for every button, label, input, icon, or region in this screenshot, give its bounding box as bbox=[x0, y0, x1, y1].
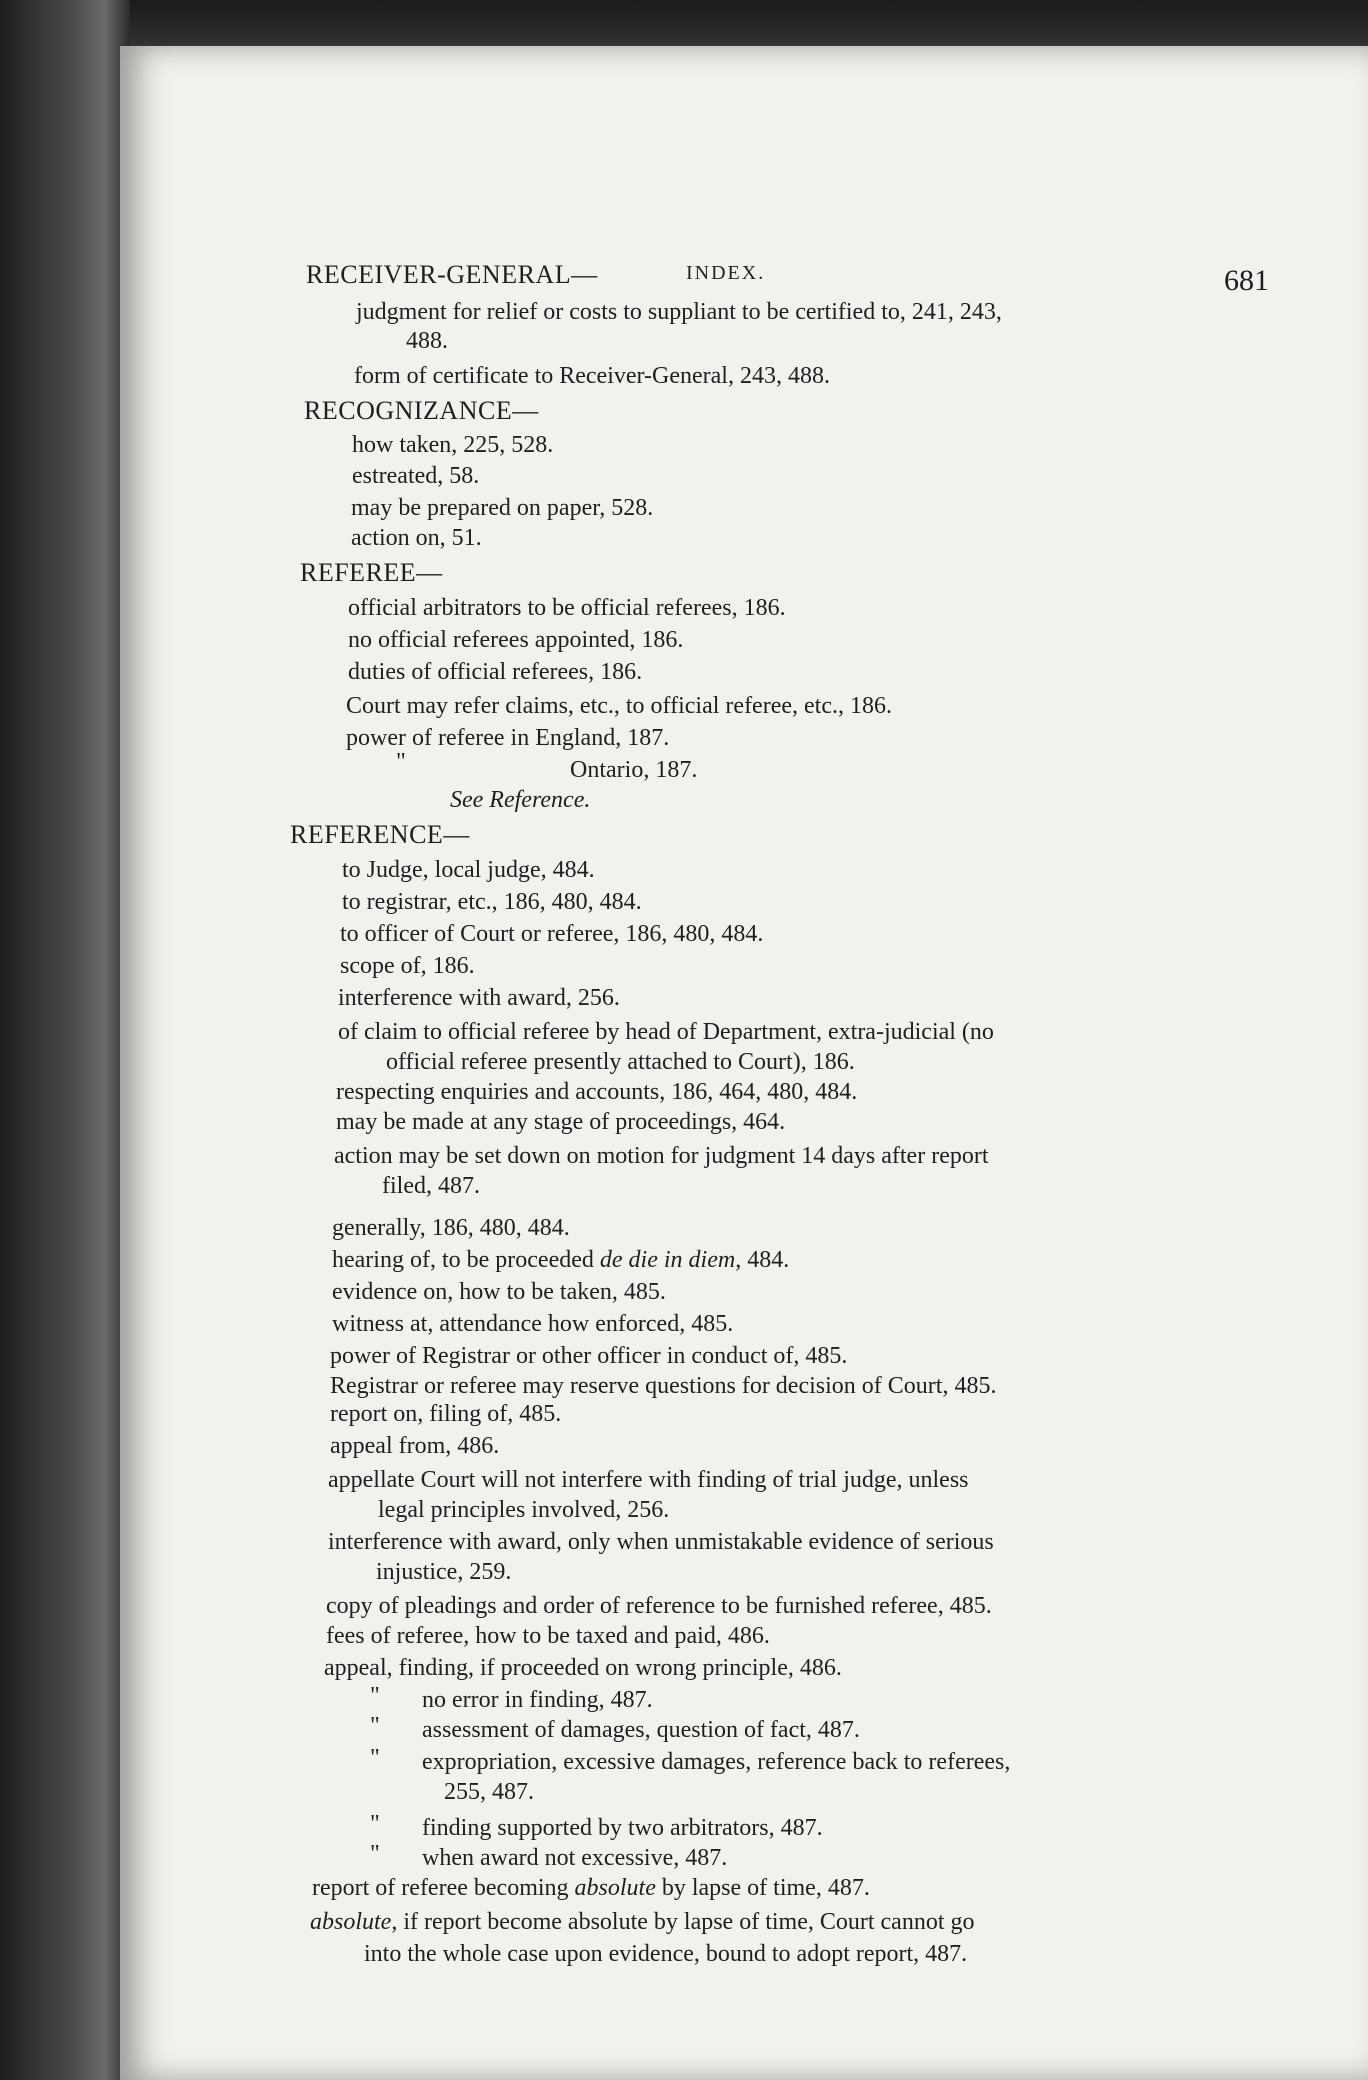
index-entry: fees of referee, how to be taxed and paid, 486. bbox=[326, 1623, 770, 1649]
index-entry-continuation: filed, 487. bbox=[382, 1173, 480, 1199]
index-entry: official arbitrators to be official referees, 186. bbox=[348, 595, 786, 621]
index-entry: when award not excessive, 487. bbox=[422, 1845, 728, 1871]
ditto-mark: " bbox=[370, 1683, 380, 1709]
index-entry: to officer of Court or referee, 186, 480, 484. bbox=[340, 921, 764, 947]
index-entry-continuation: into the whole case upon evidence, bound to adopt report, 487. bbox=[364, 1941, 968, 1967]
entry-italic: absolute bbox=[310, 1909, 392, 1935]
index-entry: power of referee in England, 187. bbox=[346, 725, 670, 751]
section-heading-recognizance: RECOGNIZANCE— bbox=[304, 396, 539, 425]
index-entry: copy of pleadings and order of reference to be furnished referee, 485. bbox=[326, 1593, 992, 1619]
see-reference bbox=[450, 784, 590, 817]
entry-text: report of referee becoming bbox=[312, 1875, 575, 1901]
index-entry: scope of, 186. bbox=[340, 953, 475, 979]
index-entry-continuation: injustice, 259. bbox=[376, 1559, 512, 1585]
entry-text: hearing of, to be proceeded bbox=[332, 1247, 600, 1273]
see-reference-text: See Reference. bbox=[450, 787, 591, 813]
index-entry: no error in finding, 487. bbox=[422, 1687, 653, 1713]
section-heading-receiver-general: RECEIVER-GENERAL— bbox=[306, 260, 598, 289]
ditto-mark: " bbox=[370, 1713, 380, 1739]
index-entry: evidence on, how to be taken, 485. bbox=[332, 1279, 666, 1305]
index-entry: appeal, finding, if proceeded on wrong principle, 486. bbox=[324, 1655, 842, 1681]
index-entry-with-italic bbox=[312, 1872, 870, 1905]
entry-italic: de die in diem bbox=[599, 1247, 736, 1273]
index-entry: interference with award, 256. bbox=[338, 985, 620, 1011]
entry-italic: absolute bbox=[574, 1875, 656, 1901]
index-entry: action on, 51. bbox=[351, 525, 482, 551]
index-entry: to registrar, etc., 186, 480, 484. bbox=[342, 889, 642, 915]
book-spine bbox=[0, 0, 130, 2080]
entry-text: , 484. bbox=[735, 1247, 790, 1273]
index-entry: duties of official referees, 186. bbox=[348, 659, 643, 685]
section-heading-referee: REFEREE— bbox=[300, 558, 443, 587]
index-entry: action may be set down on motion for judgment 14 days after report bbox=[334, 1143, 989, 1169]
index-entry: witness at, attendance how enforced, 485. bbox=[332, 1311, 734, 1337]
index-entry: to Judge, local judge, 484. bbox=[342, 857, 595, 883]
index-entry: may be made at any stage of proceedings, 464. bbox=[336, 1109, 786, 1135]
index-entry: power of Registrar or other officer in conduct of, 485. bbox=[330, 1343, 848, 1369]
index-entry: estreated, 58. bbox=[352, 463, 480, 489]
index-entry: may be prepared on paper, 528. bbox=[351, 495, 654, 521]
index-entry: of claim to official referee by head of Department, extra-judicial (no bbox=[338, 1019, 994, 1045]
index-entry: Court may refer claims, etc., to official referee, etc., 186. bbox=[346, 693, 892, 719]
index-entry: appellate Court will not interfere with finding of trial judge, unless bbox=[328, 1467, 969, 1493]
ditto-mark: " bbox=[370, 1841, 380, 1867]
index-entry-with-italic bbox=[332, 1244, 789, 1277]
index-entry: Ontario, 187. bbox=[570, 757, 698, 783]
index-entry: assessment of damages, question of fact, 487. bbox=[422, 1717, 860, 1743]
index-entry-continuation: official referee presently attached to Court), 186. bbox=[386, 1049, 855, 1075]
index-entry: appeal from, 486. bbox=[330, 1433, 500, 1459]
index-entry: expropriation, excessive damages, reference back to referees, bbox=[422, 1749, 1011, 1775]
index-entry-continuation: 255, 487. bbox=[444, 1779, 534, 1805]
index-entry: respecting enquiries and accounts, 186, 464, 480, 484. bbox=[336, 1079, 858, 1105]
index-page bbox=[120, 46, 1368, 2080]
index-entry: finding supported by two arbitrators, 487. bbox=[422, 1815, 823, 1841]
entry-text: , if report become absolute by lapse of time, Court cannot go bbox=[391, 1909, 975, 1935]
running-head: INDEX. bbox=[686, 262, 766, 284]
ditto-mark: " bbox=[370, 1745, 380, 1771]
index-entry-continuation: legal principles involved, 256. bbox=[378, 1497, 670, 1523]
ditto-mark: " bbox=[396, 749, 406, 775]
index-entry: judgment for relief or costs to suppliant to be certified to, 241, 243, bbox=[356, 299, 1002, 325]
entry-text: by lapse of time, 487. bbox=[655, 1875, 870, 1901]
index-entry-continuation: 488. bbox=[406, 328, 448, 354]
index-entry: interference with award, only when unmistakable evidence of serious bbox=[328, 1529, 994, 1555]
ditto-mark: " bbox=[370, 1811, 380, 1837]
page-number: 681 bbox=[1224, 264, 1269, 297]
index-entry-with-italic bbox=[310, 1906, 975, 1939]
index-entry: report on, filing of, 485. bbox=[330, 1401, 562, 1427]
section-heading-reference: REFERENCE— bbox=[290, 820, 470, 849]
index-entry: generally, 186, 480, 484. bbox=[332, 1215, 570, 1241]
index-entry: Registrar or referee may reserve questions for decision of Court, 485. bbox=[330, 1373, 997, 1399]
index-entry: no official referees appointed, 186. bbox=[348, 627, 684, 653]
index-entry: how taken, 225, 528. bbox=[352, 432, 554, 458]
index-entry: form of certificate to Receiver-General, 243, 488. bbox=[354, 363, 830, 389]
